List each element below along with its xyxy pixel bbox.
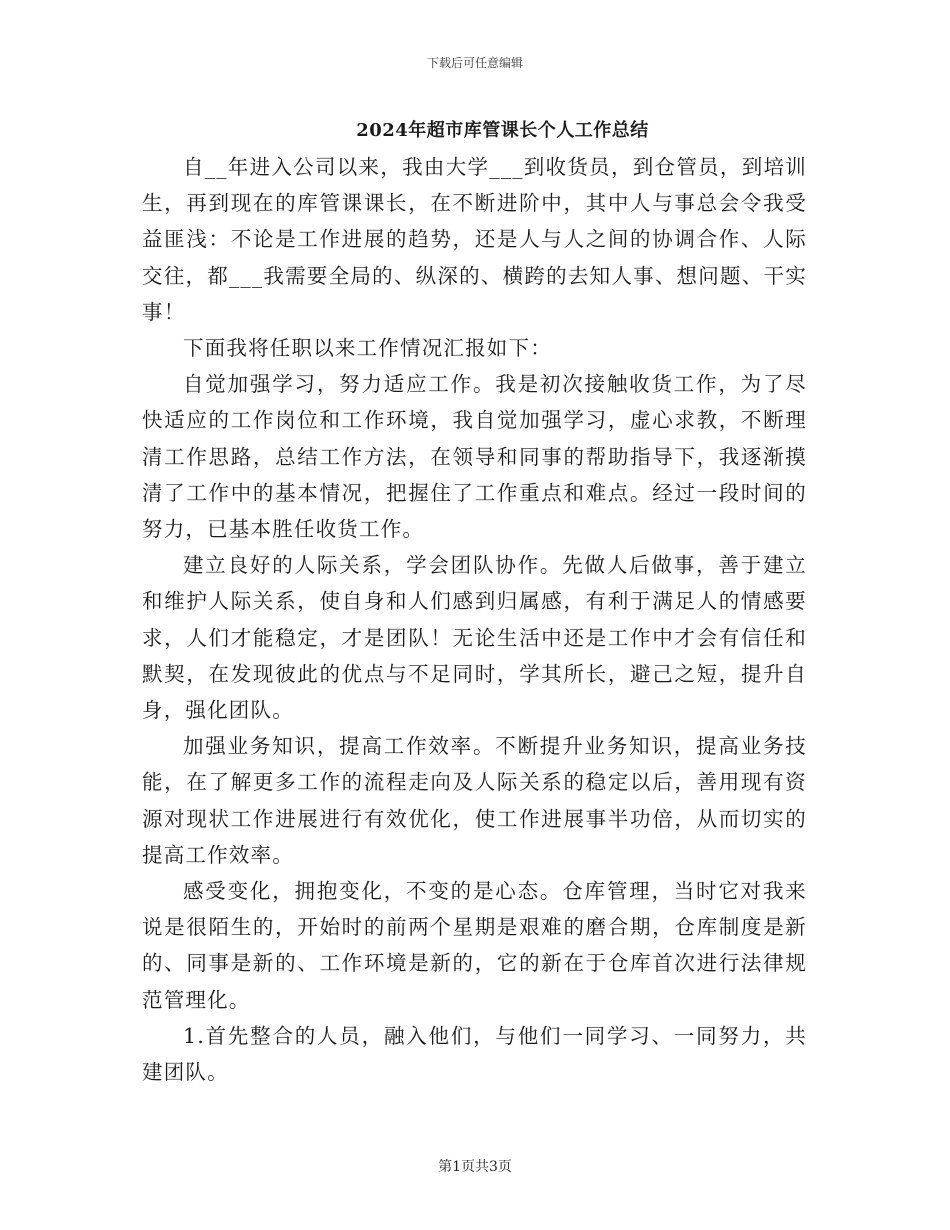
paragraph-intro: 自__年进入公司以来，我由大学___到收货员，到仓管员，到培训生，再到现在的库管课课长，在不断进阶中，其中人与事总会令我受益匪浅：不论是工作进展的趋势，还是人与人之间的协调合作、人际交往，都___我需要全局的、纵深的、横跨的去知人事、想问题、干实事！ [142,155,807,324]
paragraph-efficiency: 加强业务知识，提高工作效率。不断提升业务知识，提高业务技能，在了解更多工作的流程走向及人际关系的稳定以后，善用现有资源对现状工作进展进行有效优化，使工作进展事半功倍，从而切实的提高工作效率。 [142,734,807,867]
paragraph-relationships: 建立良好的人际关系，学会团队协作。先做人后做事，善于建立和维护人际关系，使自身和人们感到归属感，有利于满足人的情感要求，人们才能稳定，才是团队！无论生活中还是工作中才会有信任和默契，在发现彼此的优点与不足同时，学其所长，避己之短，提升自身，强化团队。 [142,553,807,723]
paragraph-item-1: 1.首先整合的人员，融入他们，与他们一同学习、一同努力，共建团队。 [142,1023,807,1085]
paragraph-learning: 自觉加强学习，努力适应工作。我是初次接触收货工作，为了尽快适应的工作岗位和工作环境，我自觉加强学习，虚心求教，不断理清工作思路，总结工作方法，在领导和同事的帮助指导下，我逐渐摸清了工作中的基本情况，把握住了工作重点和难点。经过一段时间的努力，已基本胜任收货工作。 [142,372,807,542]
paragraph-report-lead: 下面我将任职以来工作情况汇报如下： [183,336,552,361]
document-title: 2024年超市库管课长个人工作总结 [356,120,649,141]
page-header-note: 下载后可任意编辑 [426,56,523,70]
paragraph-change: 感受变化，拥抱变化，不变的是心态。仓库管理，当时它对我来说是很陌生的，开始时的前两个星期是艰难的磨合期，仓库制度是新的、同事是新的、工作环境是新的，它的新在于仓库首次进行法律规范管理化。 [142,879,807,1012]
document-body [142,149,807,1090]
page-number: 第1页共3页 [438,1159,512,1175]
